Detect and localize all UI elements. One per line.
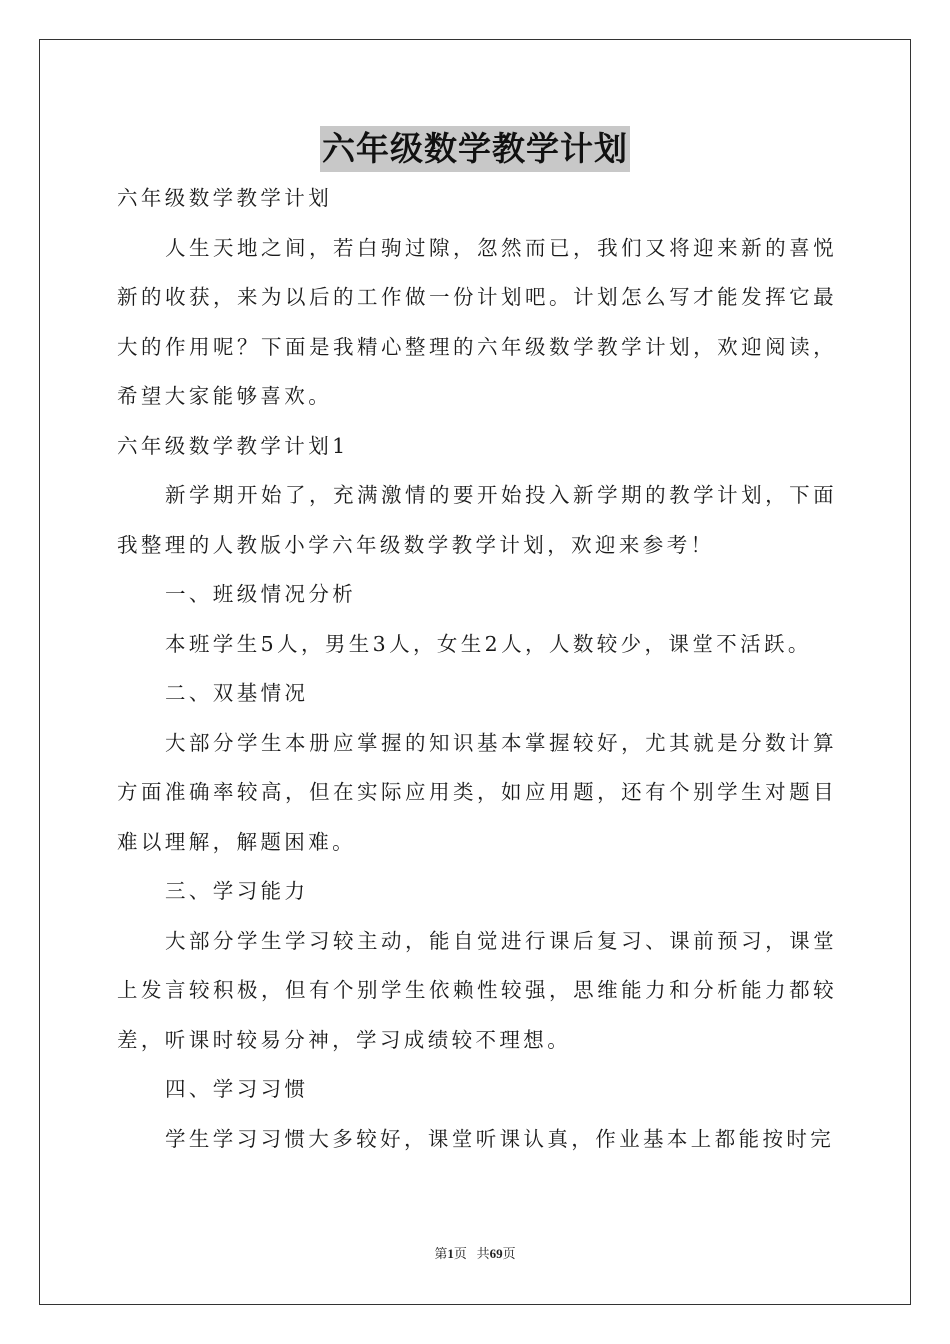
page-suffix: 页 [453, 1246, 467, 1261]
page-number: 1 [447, 1246, 454, 1261]
section-heading: 三、学习能力 [165, 879, 309, 903]
document-title: 六年级数学教学计划 [320, 126, 630, 172]
section-heading: 一、班级情况分析 [165, 582, 357, 606]
page-prefix: 第 [434, 1246, 448, 1261]
total-prefix: 共 [476, 1246, 490, 1261]
paragraph: 六年级数学教学计划 [117, 186, 333, 210]
page-total: 69 [489, 1246, 503, 1261]
total-suffix: 页 [502, 1246, 516, 1261]
title-container [0, 126, 950, 172]
paragraph: 新学期开始了，充满激情的要开始投入新学期的教学计划，下面我整理的人教版小学六年级数学教学计划，欢迎来参考！ [117, 483, 837, 557]
document-body [117, 174, 837, 1164]
page-footer [0, 1243, 950, 1262]
section-heading: 六年级数学教学计划1 [117, 433, 349, 458]
section-heading: 四、学习习惯 [165, 1077, 309, 1101]
paragraph: 本班学生5人，男生3人，女生2人，人数较少，课堂不活跃。 [165, 631, 812, 656]
paragraph: 人生天地之间，若白驹过隙，忽然而已，我们又将迎来新的喜悦新的收获，来为以后的工作做一份计划吧。计划怎么写才能发挥它最大的作用呢？下面是我精心整理的六年级数学教学计划，欢迎阅读，希望大家能够喜欢。 [117, 235, 837, 408]
section-heading: 二、双基情况 [165, 681, 309, 705]
paragraph: 大部分学生本册应掌握的知识基本掌握较好，尤其就是分数计算方面准确率较高，但在实际应用类，如应用题，还有个别学生对题目难以理解，解题困难。 [117, 730, 837, 854]
paragraph: 学生学习习惯大多较好，课堂听课认真，作业基本上都能按时完 [165, 1126, 835, 1151]
paragraph: 大部分学生学习较主动，能自觉进行课后复习、课前预习，课堂上发言较积极，但有个别学生依赖性较强，思维能力和分析能力都较差，听课时较易分神，学习成绩较不理想。 [117, 928, 837, 1052]
